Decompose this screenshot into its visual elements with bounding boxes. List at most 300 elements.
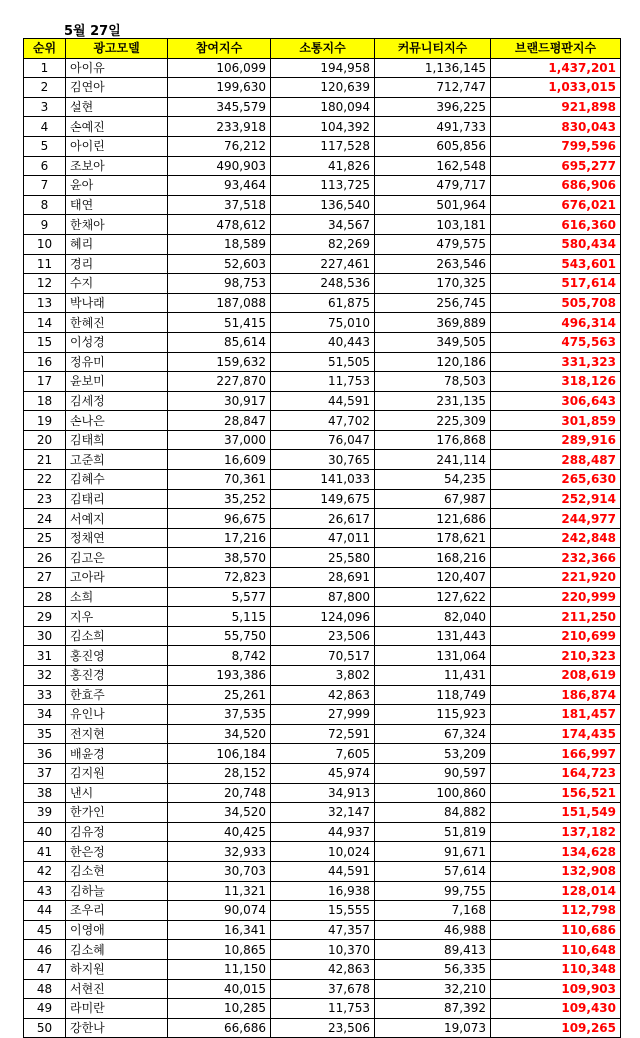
community-cell: 479,575 [375, 234, 491, 254]
brand-reputation-cell: 306,643 [491, 391, 621, 411]
brand-reputation-cell: 232,366 [491, 548, 621, 568]
communication-cell: 28,691 [271, 568, 375, 588]
table-row [24, 509, 621, 529]
model-name-cell: 홍진경 [66, 666, 168, 686]
brand-reputation-cell: 181,457 [491, 705, 621, 725]
brand-reputation-cell: 151,549 [491, 803, 621, 823]
table-row [24, 136, 621, 156]
community-cell: 78,503 [375, 372, 491, 392]
participation-cell: 17,216 [168, 528, 271, 548]
communication-cell: 3,802 [271, 666, 375, 686]
community-cell: 121,686 [375, 509, 491, 529]
community-cell: 46,988 [375, 920, 491, 940]
participation-cell: 90,074 [168, 901, 271, 921]
rank-cell: 11 [24, 254, 66, 274]
model-name-cell: 조보아 [66, 156, 168, 176]
rank-cell: 31 [24, 646, 66, 666]
table-row [24, 470, 621, 490]
communication-cell: 44,937 [271, 822, 375, 842]
communication-cell: 70,517 [271, 646, 375, 666]
communication-cell: 44,591 [271, 861, 375, 881]
communication-cell: 7,605 [271, 744, 375, 764]
communication-cell: 34,567 [271, 215, 375, 235]
community-cell: 479,717 [375, 176, 491, 196]
brand-reputation-cell: 164,723 [491, 763, 621, 783]
participation-cell: 52,603 [168, 254, 271, 274]
rank-cell: 22 [24, 470, 66, 490]
brand-reputation-cell: 109,430 [491, 999, 621, 1019]
table-row [24, 646, 621, 666]
communication-cell: 47,011 [271, 528, 375, 548]
model-name-cell: 김혜수 [66, 470, 168, 490]
brand-reputation-cell: 211,250 [491, 607, 621, 627]
participation-cell: 30,917 [168, 391, 271, 411]
table-row [24, 626, 621, 646]
rank-cell: 17 [24, 372, 66, 392]
communication-cell: 141,033 [271, 470, 375, 490]
brand-reputation-cell: 318,126 [491, 372, 621, 392]
header-row [24, 39, 621, 59]
brand-reputation-cell: 109,903 [491, 979, 621, 999]
community-cell: 225,309 [375, 411, 491, 431]
table-row [24, 215, 621, 235]
brand-reputation-cell: 110,348 [491, 959, 621, 979]
table-row [24, 450, 621, 470]
participation-cell: 10,865 [168, 940, 271, 960]
communication-cell: 42,863 [271, 959, 375, 979]
model-name-cell: 경리 [66, 254, 168, 274]
community-cell: 263,546 [375, 254, 491, 274]
rank-cell: 49 [24, 999, 66, 1019]
brand-reputation-cell: 244,977 [491, 509, 621, 529]
rank-cell: 43 [24, 881, 66, 901]
brand-reputation-cell: 517,614 [491, 274, 621, 294]
rank-cell: 26 [24, 548, 66, 568]
rank-cell: 14 [24, 313, 66, 333]
model-name-cell: 윤아 [66, 176, 168, 196]
brand-reputation-cell: 695,277 [491, 156, 621, 176]
community-cell: 120,407 [375, 568, 491, 588]
model-name-cell: 홍진영 [66, 646, 168, 666]
table-row [24, 763, 621, 783]
model-name-cell: 김연아 [66, 78, 168, 98]
communication-cell: 227,461 [271, 254, 375, 274]
brand-reputation-cell: 580,434 [491, 234, 621, 254]
table-row [24, 117, 621, 137]
participation-cell: 37,000 [168, 430, 271, 450]
communication-cell: 61,875 [271, 293, 375, 313]
brand-reputation-cell: 128,014 [491, 881, 621, 901]
community-cell: 67,987 [375, 489, 491, 509]
table-row [24, 293, 621, 313]
brand-reputation-cell: 137,182 [491, 822, 621, 842]
community-cell: 87,392 [375, 999, 491, 1019]
rank-cell: 25 [24, 528, 66, 548]
participation-cell: 199,630 [168, 78, 271, 98]
model-name-cell: 김지원 [66, 763, 168, 783]
brand-reputation-cell: 221,920 [491, 568, 621, 588]
brand-reputation-cell: 220,999 [491, 587, 621, 607]
rank-cell: 42 [24, 861, 66, 881]
participation-cell: 187,088 [168, 293, 271, 313]
table-row [24, 430, 621, 450]
header-brand-reputation: 브랜드평판지수 [491, 39, 621, 59]
community-cell: 120,186 [375, 352, 491, 372]
brand-reputation-cell: 210,699 [491, 626, 621, 646]
table-row [24, 724, 621, 744]
rank-cell: 39 [24, 803, 66, 823]
community-cell: 84,882 [375, 803, 491, 823]
rank-cell: 47 [24, 959, 66, 979]
header-participation: 참여지수 [168, 39, 271, 59]
brand-reputation-cell: 1,437,201 [491, 58, 621, 78]
rank-cell: 8 [24, 195, 66, 215]
participation-cell: 16,341 [168, 920, 271, 940]
participation-cell: 66,686 [168, 1018, 271, 1038]
rank-cell: 44 [24, 901, 66, 921]
communication-cell: 76,047 [271, 430, 375, 450]
community-cell: 241,114 [375, 450, 491, 470]
table-row [24, 195, 621, 215]
model-name-cell: 라미란 [66, 999, 168, 1019]
table-row [24, 959, 621, 979]
brand-reputation-table [23, 38, 621, 1038]
participation-cell: 93,464 [168, 176, 271, 196]
community-cell: 127,622 [375, 587, 491, 607]
table-row [24, 156, 621, 176]
communication-cell: 120,639 [271, 78, 375, 98]
table-row [24, 803, 621, 823]
communication-cell: 51,505 [271, 352, 375, 372]
communication-cell: 26,617 [271, 509, 375, 529]
communication-cell: 136,540 [271, 195, 375, 215]
model-name-cell: 수지 [66, 274, 168, 294]
participation-cell: 233,918 [168, 117, 271, 137]
community-cell: 99,755 [375, 881, 491, 901]
communication-cell: 104,392 [271, 117, 375, 137]
participation-cell: 34,520 [168, 803, 271, 823]
table-row [24, 705, 621, 725]
community-cell: 170,325 [375, 274, 491, 294]
brand-reputation-cell: 830,043 [491, 117, 621, 137]
participation-cell: 98,753 [168, 274, 271, 294]
participation-cell: 11,321 [168, 881, 271, 901]
model-name-cell: 지우 [66, 607, 168, 627]
table-row [24, 78, 621, 98]
communication-cell: 32,147 [271, 803, 375, 823]
participation-cell: 55,750 [168, 626, 271, 646]
communication-cell: 27,999 [271, 705, 375, 725]
rank-cell: 48 [24, 979, 66, 999]
rank-cell: 40 [24, 822, 66, 842]
table-row [24, 999, 621, 1019]
rank-cell: 32 [24, 666, 66, 686]
table-row [24, 391, 621, 411]
brand-reputation-cell: 289,916 [491, 430, 621, 450]
communication-cell: 10,024 [271, 842, 375, 862]
table-row [24, 587, 621, 607]
model-name-cell: 한혜진 [66, 313, 168, 333]
brand-reputation-cell: 110,648 [491, 940, 621, 960]
rank-cell: 28 [24, 587, 66, 607]
community-cell: 51,819 [375, 822, 491, 842]
communication-cell: 42,863 [271, 685, 375, 705]
communication-cell: 117,528 [271, 136, 375, 156]
table-row [24, 234, 621, 254]
rank-cell: 50 [24, 1018, 66, 1038]
community-cell: 131,064 [375, 646, 491, 666]
model-name-cell: 조우리 [66, 901, 168, 921]
brand-reputation-cell: 676,021 [491, 195, 621, 215]
model-name-cell: 김태리 [66, 489, 168, 509]
model-name-cell: 박나래 [66, 293, 168, 313]
communication-cell: 41,826 [271, 156, 375, 176]
rank-cell: 20 [24, 430, 66, 450]
rank-cell: 4 [24, 117, 66, 137]
participation-cell: 51,415 [168, 313, 271, 333]
participation-cell: 96,675 [168, 509, 271, 529]
communication-cell: 37,678 [271, 979, 375, 999]
rank-cell: 29 [24, 607, 66, 627]
communication-cell: 149,675 [271, 489, 375, 509]
brand-reputation-cell: 132,908 [491, 861, 621, 881]
model-name-cell: 한채아 [66, 215, 168, 235]
communication-cell: 16,938 [271, 881, 375, 901]
rank-cell: 30 [24, 626, 66, 646]
table-body [24, 58, 621, 1038]
participation-cell: 478,612 [168, 215, 271, 235]
model-name-cell: 한은정 [66, 842, 168, 862]
header-rank: 순위 [24, 39, 66, 59]
rank-cell: 33 [24, 685, 66, 705]
rank-cell: 1 [24, 58, 66, 78]
brand-reputation-cell: 475,563 [491, 332, 621, 352]
participation-cell: 40,425 [168, 822, 271, 842]
community-cell: 67,324 [375, 724, 491, 744]
rank-cell: 7 [24, 176, 66, 196]
brand-reputation-cell: 496,314 [491, 313, 621, 333]
model-name-cell: 김소혜 [66, 940, 168, 960]
rank-cell: 45 [24, 920, 66, 940]
community-cell: 178,621 [375, 528, 491, 548]
rank-cell: 24 [24, 509, 66, 529]
community-cell: 57,614 [375, 861, 491, 881]
participation-cell: 20,748 [168, 783, 271, 803]
brand-reputation-cell: 242,848 [491, 528, 621, 548]
table-row [24, 979, 621, 999]
header-community: 커뮤니티지수 [375, 39, 491, 59]
community-cell: 131,443 [375, 626, 491, 646]
community-cell: 501,964 [375, 195, 491, 215]
model-name-cell: 김유정 [66, 822, 168, 842]
communication-cell: 23,506 [271, 1018, 375, 1038]
table-row [24, 920, 621, 940]
rank-cell: 9 [24, 215, 66, 235]
participation-cell: 30,703 [168, 861, 271, 881]
community-cell: 231,135 [375, 391, 491, 411]
community-cell: 90,597 [375, 763, 491, 783]
table-row [24, 411, 621, 431]
brand-reputation-cell: 1,033,015 [491, 78, 621, 98]
model-name-cell: 손나은 [66, 411, 168, 431]
community-cell: 53,209 [375, 744, 491, 764]
brand-reputation-cell: 134,628 [491, 842, 621, 862]
community-cell: 168,216 [375, 548, 491, 568]
community-cell: 7,168 [375, 901, 491, 921]
model-name-cell: 강한나 [66, 1018, 168, 1038]
participation-cell: 40,015 [168, 979, 271, 999]
rank-cell: 38 [24, 783, 66, 803]
communication-cell: 25,580 [271, 548, 375, 568]
brand-reputation-cell: 252,914 [491, 489, 621, 509]
rank-cell: 16 [24, 352, 66, 372]
participation-cell: 5,115 [168, 607, 271, 627]
table-row [24, 352, 621, 372]
participation-cell: 28,152 [168, 763, 271, 783]
participation-cell: 11,150 [168, 959, 271, 979]
rank-cell: 34 [24, 705, 66, 725]
communication-cell: 11,753 [271, 999, 375, 1019]
model-name-cell: 이영애 [66, 920, 168, 940]
model-name-cell: 김고은 [66, 548, 168, 568]
community-cell: 256,745 [375, 293, 491, 313]
model-name-cell: 태연 [66, 195, 168, 215]
participation-cell: 28,847 [168, 411, 271, 431]
participation-cell: 35,252 [168, 489, 271, 509]
header-model: 광고모델 [66, 39, 168, 59]
model-name-cell: 한가인 [66, 803, 168, 823]
brand-reputation-cell: 208,619 [491, 666, 621, 686]
community-cell: 11,431 [375, 666, 491, 686]
participation-cell: 106,099 [168, 58, 271, 78]
brand-reputation-cell: 331,323 [491, 352, 621, 372]
brand-reputation-cell: 110,686 [491, 920, 621, 940]
communication-cell: 23,506 [271, 626, 375, 646]
communication-cell: 45,974 [271, 763, 375, 783]
participation-cell: 37,535 [168, 705, 271, 725]
model-name-cell: 아이유 [66, 58, 168, 78]
table-row [24, 822, 621, 842]
community-cell: 32,210 [375, 979, 491, 999]
brand-reputation-cell: 210,323 [491, 646, 621, 666]
brand-reputation-cell: 288,487 [491, 450, 621, 470]
participation-cell: 37,518 [168, 195, 271, 215]
participation-cell: 227,870 [168, 372, 271, 392]
community-cell: 491,733 [375, 117, 491, 137]
community-cell: 103,181 [375, 215, 491, 235]
community-cell: 369,889 [375, 313, 491, 333]
rank-cell: 18 [24, 391, 66, 411]
participation-cell: 159,632 [168, 352, 271, 372]
communication-cell: 34,913 [271, 783, 375, 803]
participation-cell: 8,742 [168, 646, 271, 666]
model-name-cell: 정유미 [66, 352, 168, 372]
communication-cell: 113,725 [271, 176, 375, 196]
participation-cell: 34,520 [168, 724, 271, 744]
model-name-cell: 이성경 [66, 332, 168, 352]
brand-reputation-cell: 156,521 [491, 783, 621, 803]
community-cell: 712,747 [375, 78, 491, 98]
participation-cell: 16,609 [168, 450, 271, 470]
table-row [24, 58, 621, 78]
communication-cell: 47,702 [271, 411, 375, 431]
rank-cell: 23 [24, 489, 66, 509]
model-name-cell: 고준희 [66, 450, 168, 470]
model-name-cell: 소희 [66, 587, 168, 607]
participation-cell: 5,577 [168, 587, 271, 607]
rank-cell: 6 [24, 156, 66, 176]
rank-cell: 35 [24, 724, 66, 744]
rank-cell: 3 [24, 97, 66, 117]
model-name-cell: 전지현 [66, 724, 168, 744]
community-cell: 605,856 [375, 136, 491, 156]
participation-cell: 10,285 [168, 999, 271, 1019]
participation-cell: 76,212 [168, 136, 271, 156]
participation-cell: 72,823 [168, 568, 271, 588]
communication-cell: 47,357 [271, 920, 375, 940]
model-name-cell: 김세정 [66, 391, 168, 411]
community-cell: 100,860 [375, 783, 491, 803]
rank-cell: 36 [24, 744, 66, 764]
model-name-cell: 김태희 [66, 430, 168, 450]
table-row [24, 940, 621, 960]
community-cell: 82,040 [375, 607, 491, 627]
rank-cell: 27 [24, 568, 66, 588]
communication-cell: 15,555 [271, 901, 375, 921]
rank-cell: 46 [24, 940, 66, 960]
table-row [24, 97, 621, 117]
community-cell: 118,749 [375, 685, 491, 705]
model-name-cell: 김소현 [66, 861, 168, 881]
communication-cell: 75,010 [271, 313, 375, 333]
model-name-cell: 서예지 [66, 509, 168, 529]
community-cell: 349,505 [375, 332, 491, 352]
communication-cell: 180,094 [271, 97, 375, 117]
participation-cell: 106,184 [168, 744, 271, 764]
brand-reputation-cell: 186,874 [491, 685, 621, 705]
rank-cell: 37 [24, 763, 66, 783]
table-row [24, 548, 621, 568]
communication-cell: 72,591 [271, 724, 375, 744]
rank-cell: 13 [24, 293, 66, 313]
brand-reputation-cell: 921,898 [491, 97, 621, 117]
table-row [24, 568, 621, 588]
header-communication: 소통지수 [271, 39, 375, 59]
communication-cell: 248,536 [271, 274, 375, 294]
table-row [24, 313, 621, 333]
table-row [24, 332, 621, 352]
table-row [24, 685, 621, 705]
communication-cell: 40,443 [271, 332, 375, 352]
model-name-cell: 혜리 [66, 234, 168, 254]
rank-cell: 10 [24, 234, 66, 254]
community-cell: 396,225 [375, 97, 491, 117]
participation-cell: 25,261 [168, 685, 271, 705]
table-row [24, 842, 621, 862]
table-row [24, 176, 621, 196]
rank-cell: 12 [24, 274, 66, 294]
rank-cell: 2 [24, 78, 66, 98]
brand-reputation-cell: 543,601 [491, 254, 621, 274]
communication-cell: 10,370 [271, 940, 375, 960]
table-row [24, 744, 621, 764]
table-row [24, 881, 621, 901]
model-name-cell: 한효주 [66, 685, 168, 705]
brand-reputation-cell: 174,435 [491, 724, 621, 744]
communication-cell: 194,958 [271, 58, 375, 78]
participation-cell: 490,903 [168, 156, 271, 176]
model-name-cell: 김소희 [66, 626, 168, 646]
